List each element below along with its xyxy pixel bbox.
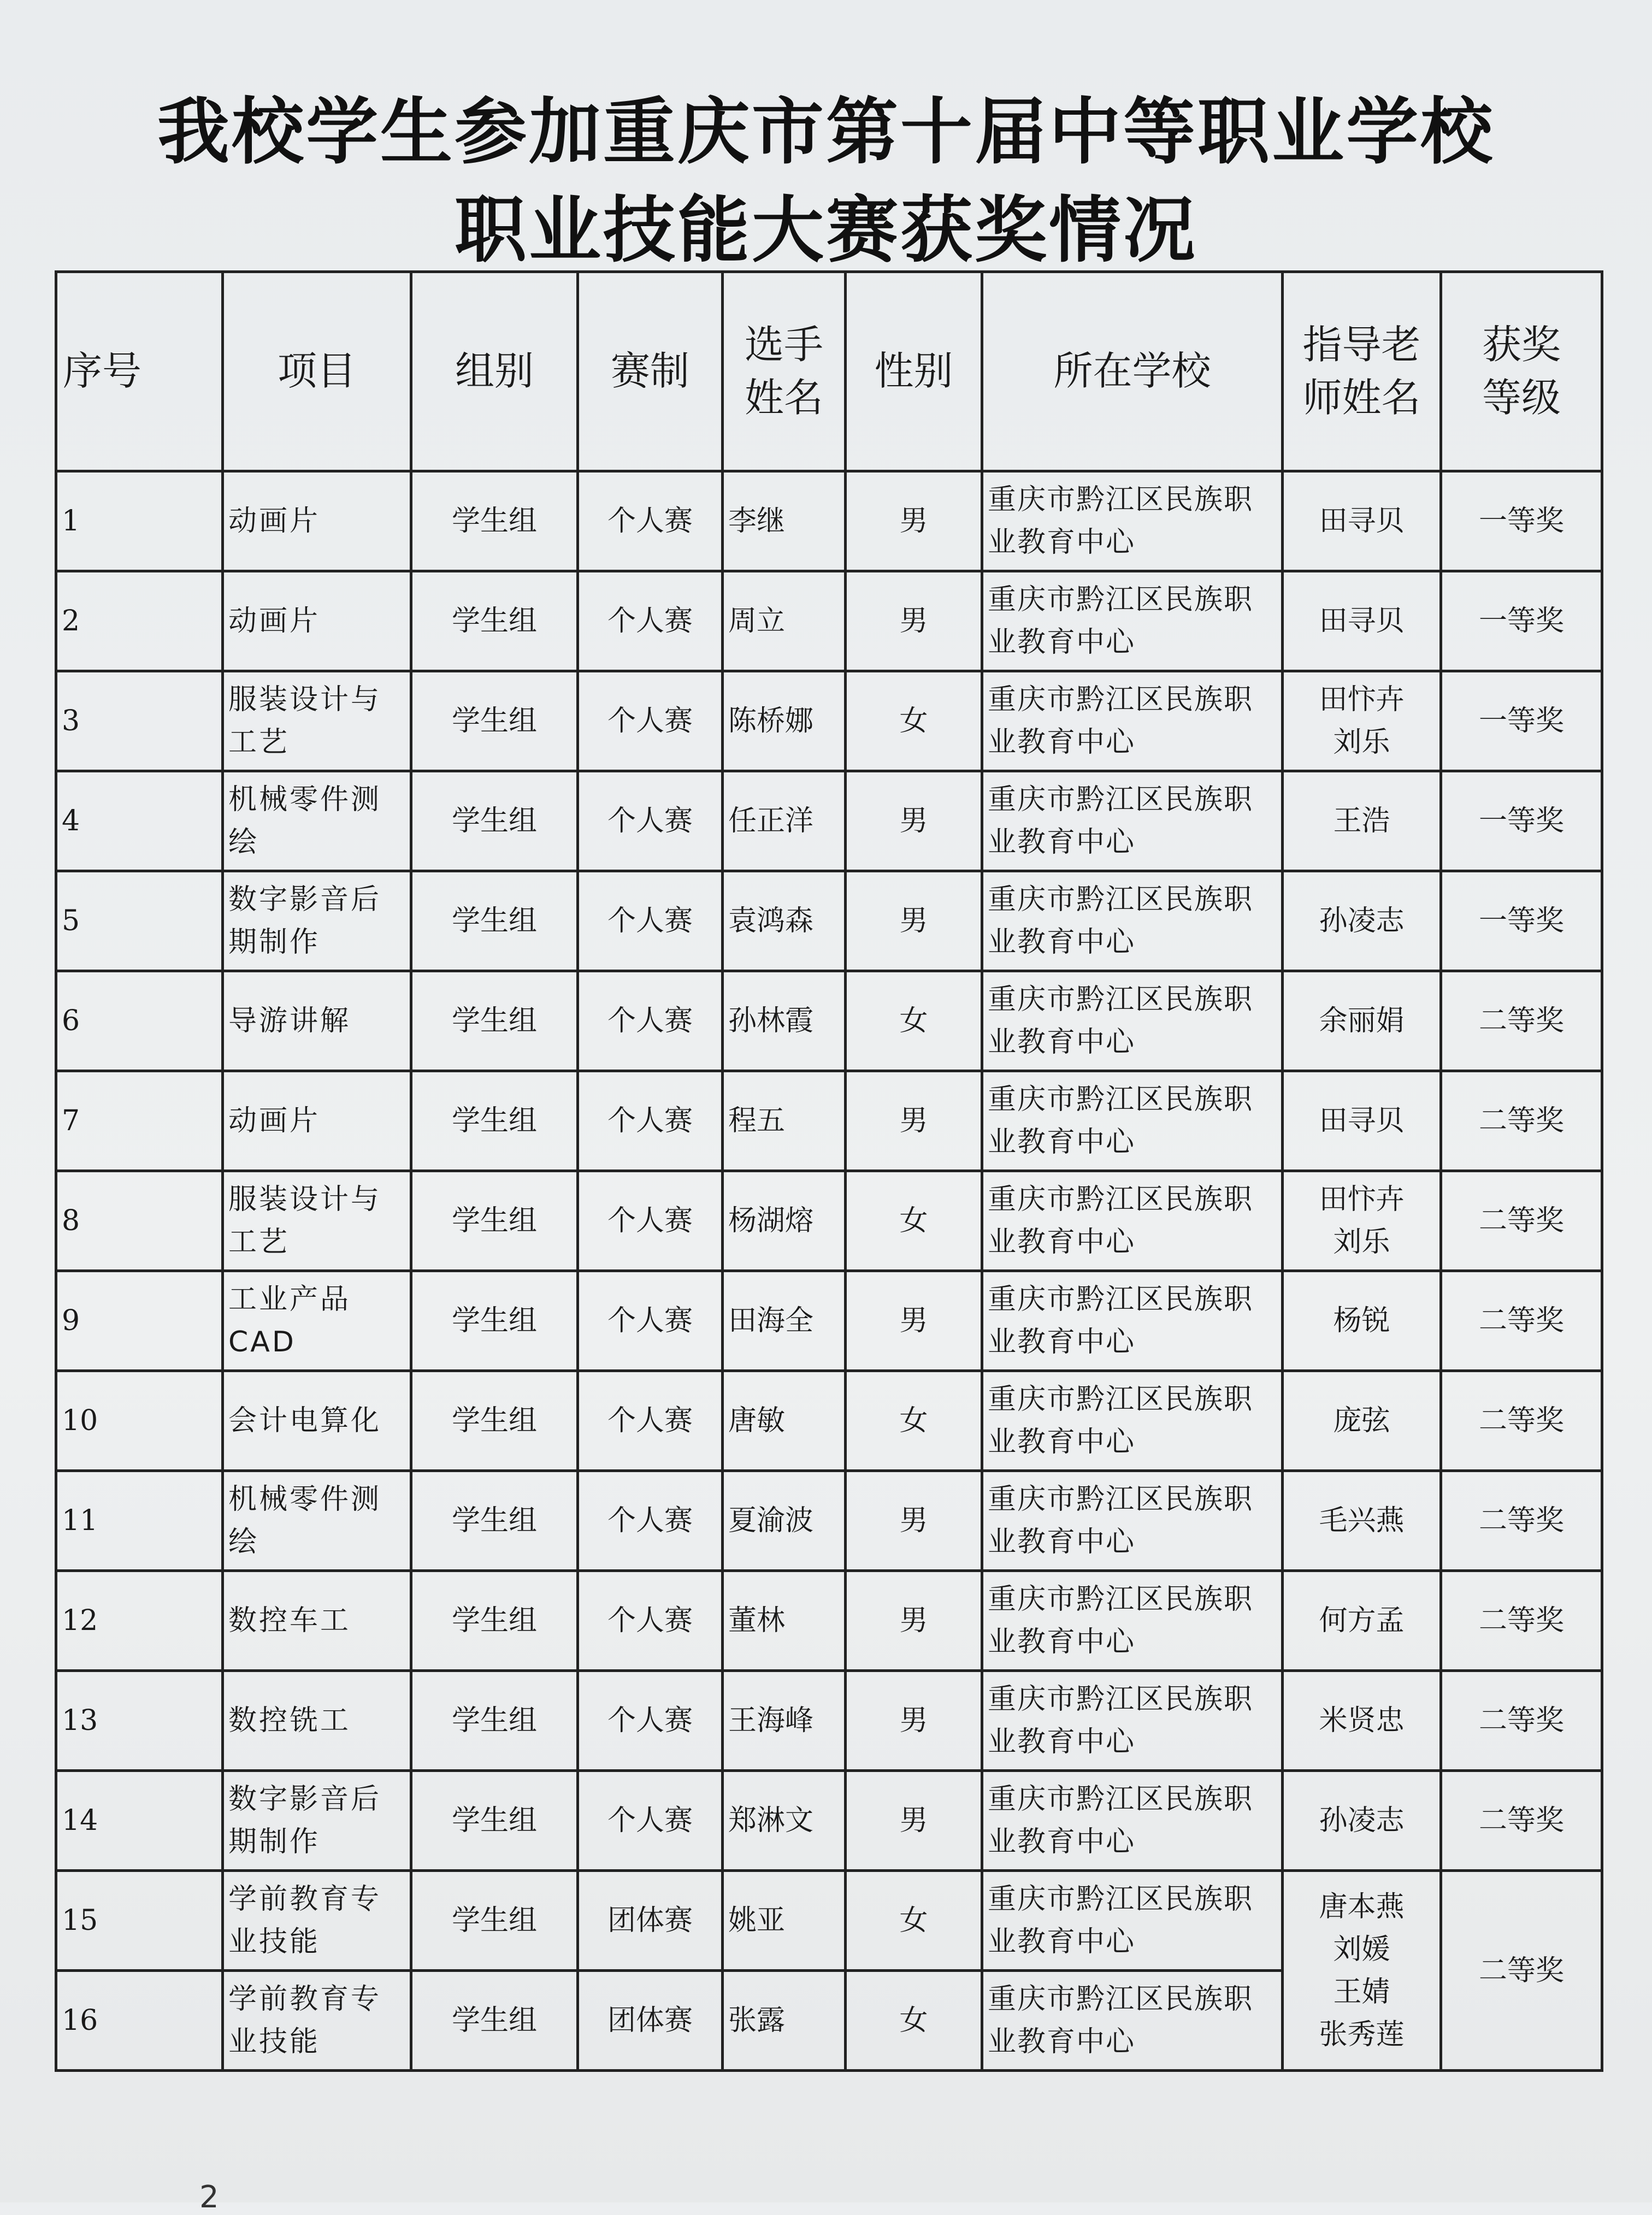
cell-seq: 14 (56, 1771, 223, 1871)
cell-project: 机械零件测绘 (223, 1471, 411, 1571)
teacher-name: 王浩 (1333, 805, 1390, 837)
cell-group: 学生组 (411, 1471, 578, 1571)
table-row (56, 1071, 1602, 1171)
cell-teacher-merged (1283, 1871, 1441, 2071)
cell-seq: 16 (56, 1971, 223, 2071)
cell-format: 个人赛 (578, 1071, 723, 1171)
cell-teacher (1283, 971, 1441, 1071)
table-row (56, 1571, 1602, 1671)
header-format: 赛制 (578, 272, 723, 471)
cell-teacher (1283, 1771, 1441, 1871)
cell-format: 个人赛 (578, 571, 723, 671)
cell-project: 机械零件测绘 (223, 771, 411, 871)
cell-format: 个人赛 (578, 971, 723, 1071)
table-header-row (56, 272, 1602, 471)
cell-gender: 男 (846, 1471, 982, 1571)
teacher-name: 庞弦 (1333, 1404, 1390, 1437)
cell-project: 服装设计与工艺 (223, 671, 411, 771)
cell-project: 动画片 (223, 571, 411, 671)
table-row (56, 1871, 1602, 1971)
cell-group: 学生组 (411, 1771, 578, 1871)
teacher-name: 张秀莲 (1319, 2018, 1405, 2051)
teacher-name: 田忭卉 (1319, 683, 1405, 716)
cell-school: 重庆市黔江区民族职业教育中心 (982, 871, 1283, 971)
cell-student: 张露 (723, 1971, 846, 2071)
cell-school: 重庆市黔江区民族职业教育中心 (982, 471, 1283, 571)
cell-gender: 男 (846, 1071, 982, 1171)
cell-school: 重庆市黔江区民族职业教育中心 (982, 1371, 1283, 1471)
cell-seq: 15 (56, 1871, 223, 1971)
cell-school: 重庆市黔江区民族职业教育中心 (982, 1171, 1283, 1271)
cell-format: 个人赛 (578, 771, 723, 871)
cell-seq: 5 (56, 871, 223, 971)
cell-teacher (1283, 871, 1441, 971)
header-school: 所在学校 (982, 272, 1283, 471)
cell-school: 重庆市黔江区民族职业教育中心 (982, 971, 1283, 1071)
header-award (1441, 272, 1602, 471)
cell-teacher (1283, 1371, 1441, 1471)
cell-format: 个人赛 (578, 671, 723, 771)
cell-group: 学生组 (411, 1971, 578, 2071)
cell-award: 二等奖 (1441, 1071, 1602, 1171)
cell-format: 团体赛 (578, 1971, 723, 2071)
cell-gender: 女 (846, 971, 982, 1071)
cell-student: 董林 (723, 1571, 846, 1671)
cell-group: 学生组 (411, 1571, 578, 1671)
teacher-name: 唐本燕 (1319, 1890, 1405, 1923)
cell-school: 重庆市黔江区民族职业教育中心 (982, 1671, 1283, 1771)
cell-gender: 男 (846, 471, 982, 571)
cell-format: 个人赛 (578, 1771, 723, 1871)
cell-student: 周立 (723, 571, 846, 671)
cell-format: 个人赛 (578, 1571, 723, 1671)
cell-group: 学生组 (411, 1371, 578, 1471)
cell-seq: 3 (56, 671, 223, 771)
cell-school: 重庆市黔江区民族职业教育中心 (982, 1971, 1283, 2071)
cell-format: 个人赛 (578, 871, 723, 971)
cell-format: 个人赛 (578, 1271, 723, 1371)
teacher-name: 田寻贝 (1319, 605, 1405, 637)
cell-group: 学生组 (411, 1171, 578, 1271)
cell-format: 个人赛 (578, 1671, 723, 1771)
cell-award: 二等奖 (1441, 971, 1602, 1071)
cell-student: 唐敏 (723, 1371, 846, 1471)
teacher-name: 孙凌志 (1319, 1804, 1405, 1837)
header-award-line1: 获奖 (1482, 321, 1561, 368)
cell-seq: 13 (56, 1671, 223, 1771)
cell-school: 重庆市黔江区民族职业教育中心 (982, 571, 1283, 671)
document-title-line1: 我校学生参加重庆市第十届中等职业学校 (157, 90, 1495, 174)
award-rows (56, 471, 1602, 2071)
header-gender: 性别 (846, 272, 982, 471)
table-row (56, 1471, 1602, 1571)
cell-student: 田海全 (723, 1271, 846, 1371)
table-row (56, 671, 1602, 771)
cell-project: 工业产品CAD (223, 1271, 411, 1371)
cell-teacher (1283, 1171, 1441, 1271)
cell-group: 学生组 (411, 671, 578, 771)
teacher-name: 刘媛 (1333, 1933, 1390, 1966)
cell-student: 李继 (723, 471, 846, 571)
cell-gender: 男 (846, 571, 982, 671)
teacher-name: 何方孟 (1319, 1604, 1405, 1637)
cell-school: 重庆市黔江区民族职业教育中心 (982, 1771, 1283, 1871)
cell-student: 孙林霞 (723, 971, 846, 1071)
cell-school: 重庆市黔江区民族职业教育中心 (982, 1871, 1283, 1971)
cell-seq: 10 (56, 1371, 223, 1471)
teacher-name: 王婧 (1333, 1975, 1390, 2009)
cell-award: 一等奖 (1441, 871, 1602, 971)
table-row (56, 871, 1602, 971)
cell-project: 导游讲解 (223, 971, 411, 1071)
cell-student: 姚亚 (723, 1871, 846, 1971)
cell-group: 学生组 (411, 871, 578, 971)
cell-award: 二等奖 (1441, 1271, 1602, 1371)
cell-project: 数控车工 (223, 1571, 411, 1671)
cell-seq: 1 (56, 471, 223, 571)
cell-school: 重庆市黔江区民族职业教育中心 (982, 771, 1283, 871)
teacher-name: 田寻贝 (1319, 505, 1405, 537)
cell-student: 任正洋 (723, 771, 846, 871)
cell-seq: 11 (56, 1471, 223, 1571)
cell-group: 学生组 (411, 771, 578, 871)
cell-project: 服装设计与工艺 (223, 1171, 411, 1271)
cell-school: 重庆市黔江区民族职业教育中心 (982, 1571, 1283, 1671)
cell-format: 个人赛 (578, 471, 723, 571)
header-project: 项目 (223, 272, 411, 471)
cell-student: 陈桥娜 (723, 671, 846, 771)
table-row (56, 771, 1602, 871)
cell-group: 学生组 (411, 1871, 578, 1971)
cell-project: 会计电算化 (223, 1371, 411, 1471)
teacher-name: 毛兴燕 (1319, 1504, 1405, 1537)
cell-award-merged: 二等奖 (1441, 1871, 1602, 2071)
cell-group: 学生组 (411, 1271, 578, 1371)
cell-teacher (1283, 671, 1441, 771)
cell-teacher (1283, 1671, 1441, 1771)
teacher-name: 刘乐 (1333, 1226, 1390, 1259)
awards-table (55, 270, 1603, 2072)
cell-award: 二等奖 (1441, 1171, 1602, 1271)
cell-gender: 女 (846, 1871, 982, 1971)
header-student-line1: 选手 (744, 321, 823, 368)
cell-project: 学前教育专业技能 (223, 1971, 411, 2071)
cell-gender: 男 (846, 1771, 982, 1871)
cell-gender: 男 (846, 771, 982, 871)
table-row (56, 1371, 1602, 1471)
cell-student: 郑淋文 (723, 1771, 846, 1871)
cell-format: 个人赛 (578, 1371, 723, 1471)
cell-award: 一等奖 (1441, 771, 1602, 871)
table-row (56, 571, 1602, 671)
teacher-name: 刘乐 (1333, 726, 1390, 759)
cell-seq: 8 (56, 1171, 223, 1271)
cell-award: 二等奖 (1441, 1671, 1602, 1771)
cell-project: 数控铣工 (223, 1671, 411, 1771)
cell-format: 个人赛 (578, 1171, 723, 1271)
cell-group: 学生组 (411, 571, 578, 671)
cell-seq: 2 (56, 571, 223, 671)
cell-school: 重庆市黔江区民族职业教育中心 (982, 1471, 1283, 1571)
cell-teacher (1283, 771, 1441, 871)
cell-gender: 男 (846, 871, 982, 971)
cell-project: 动画片 (223, 1071, 411, 1171)
cell-award: 一等奖 (1441, 571, 1602, 671)
cell-school: 重庆市黔江区民族职业教育中心 (982, 1271, 1283, 1371)
cell-project: 学前教育专业技能 (223, 1871, 411, 1971)
header-award-line2: 等级 (1482, 375, 1561, 421)
cell-student: 程五 (723, 1071, 846, 1171)
table-row (56, 1171, 1602, 1271)
cell-student: 袁鸿森 (723, 871, 846, 971)
table-row (56, 1671, 1602, 1771)
cell-award: 二等奖 (1441, 1471, 1602, 1571)
cell-school: 重庆市黔江区民族职业教育中心 (982, 671, 1283, 771)
cell-teacher (1283, 571, 1441, 671)
cell-gender: 女 (846, 1171, 982, 1271)
cell-teacher (1283, 1471, 1441, 1571)
cell-gender: 男 (846, 1571, 982, 1671)
cell-seq: 7 (56, 1071, 223, 1171)
header-group: 组别 (411, 272, 578, 471)
document-title-line2: 职业技能大赛获奖情况 (455, 188, 1197, 273)
cell-teacher (1283, 1071, 1441, 1171)
teacher-name: 田忭卉 (1319, 1183, 1405, 1216)
table-row (56, 1771, 1602, 1871)
table-row (56, 971, 1602, 1071)
cell-school: 重庆市黔江区民族职业教育中心 (982, 1071, 1283, 1171)
teacher-name: 米贤忠 (1319, 1704, 1405, 1737)
cell-gender: 女 (846, 1371, 982, 1471)
cell-student: 王海峰 (723, 1671, 846, 1771)
header-teacher-line1: 指导老 (1302, 321, 1421, 368)
header-student (723, 272, 846, 471)
table-row (56, 471, 1602, 571)
header-teacher (1283, 272, 1441, 471)
cell-award: 二等奖 (1441, 1771, 1602, 1871)
cell-award: 一等奖 (1441, 471, 1602, 571)
cell-award: 二等奖 (1441, 1371, 1602, 1471)
cell-project: 数字影音后期制作 (223, 1771, 411, 1871)
cell-group: 学生组 (411, 471, 578, 571)
page-number: 2 (199, 2179, 219, 2215)
header-teacher-line2: 师姓名 (1302, 375, 1421, 421)
cell-group: 学生组 (411, 1671, 578, 1771)
cell-seq: 9 (56, 1271, 223, 1371)
cell-student: 夏渝波 (723, 1471, 846, 1571)
cell-teacher (1283, 1571, 1441, 1671)
teacher-name: 田寻贝 (1319, 1104, 1405, 1137)
cell-gender: 男 (846, 1671, 982, 1771)
cell-group: 学生组 (411, 971, 578, 1071)
table-row (56, 1271, 1602, 1371)
cell-teacher (1283, 471, 1441, 571)
cell-seq: 12 (56, 1571, 223, 1671)
cell-project: 动画片 (223, 471, 411, 571)
cell-student: 杨湖熔 (723, 1171, 846, 1271)
teacher-name: 孙凌志 (1319, 905, 1405, 937)
cell-award: 二等奖 (1441, 1571, 1602, 1671)
cell-format: 个人赛 (578, 1471, 723, 1571)
teacher-name: 杨锐 (1333, 1304, 1390, 1337)
header-student-line2: 姓名 (744, 375, 823, 421)
cell-gender: 男 (846, 1271, 982, 1371)
cell-gender: 女 (846, 671, 982, 771)
cell-teacher (1283, 1271, 1441, 1371)
cell-award: 一等奖 (1441, 671, 1602, 771)
cell-project: 数字影音后期制作 (223, 871, 411, 971)
cell-seq: 4 (56, 771, 223, 871)
teacher-name: 余丽娟 (1319, 1005, 1405, 1037)
cell-gender: 女 (846, 1971, 982, 2071)
header-seq: 序号 (56, 272, 223, 471)
cell-format: 团体赛 (578, 1871, 723, 1971)
cell-group: 学生组 (411, 1071, 578, 1171)
cell-seq: 6 (56, 971, 223, 1071)
